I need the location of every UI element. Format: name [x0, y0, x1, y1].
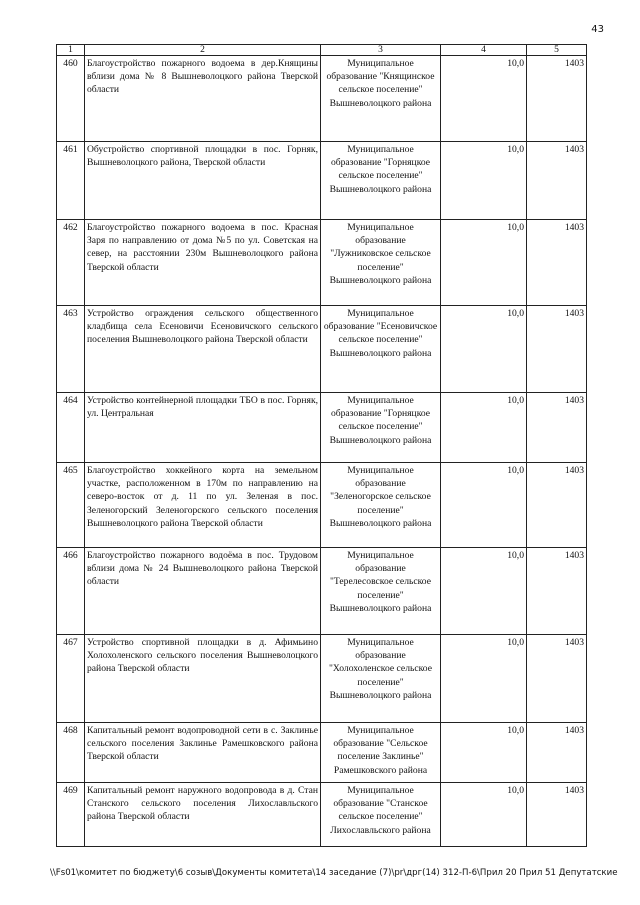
row-municipality: Муниципальное образование "Сельское поселение Заклинье" Рамешковского района — [321, 723, 441, 783]
row-municipality: Муниципальное образование "Есеновичское сельское поселение" Вышневолоцкого района — [321, 306, 441, 393]
row-municipality: Муниципальное образование "Княщинское сельское поселение" Вышневолоцкого района — [321, 56, 441, 142]
row-code: 1403 — [527, 393, 587, 463]
table-row — [57, 393, 587, 463]
row-number: 467 — [57, 635, 85, 723]
row-amount: 10,0 — [441, 548, 527, 635]
row-number: 465 — [57, 463, 85, 548]
table-row — [57, 783, 587, 847]
header-col-3: 3 — [321, 45, 441, 56]
row-amount: 10,0 — [441, 783, 527, 847]
row-description: Устройство ограждения сельского общественного кладбища села Есеновичи Есеновичского сельского поселения Вышневолоцкого района Тверской области — [85, 306, 321, 393]
appropriations-table — [56, 44, 587, 847]
row-description: Благоустройство хоккейного корта на земельном участке, расположенном в 170м по направлению на северо-восток от д. 11 по ул. Зеленая в пос. Зеленогорский Зеленогорского сельского поселения Вышневолоцкого района Тверской области — [85, 463, 321, 548]
header-col-5: 5 — [527, 45, 587, 56]
row-number: 462 — [57, 220, 85, 306]
table-row — [57, 635, 587, 723]
table-row — [57, 56, 587, 142]
row-code: 1403 — [527, 463, 587, 548]
row-number: 466 — [57, 548, 85, 635]
row-amount: 10,0 — [441, 306, 527, 393]
header-col-4: 4 — [441, 45, 527, 56]
row-code: 1403 — [527, 142, 587, 220]
row-number: 468 — [57, 723, 85, 783]
row-code: 1403 — [527, 306, 587, 393]
row-code: 1403 — [527, 723, 587, 783]
row-municipality: Муниципальное образование "Станское сельское поселение" Лихославльского района — [321, 783, 441, 847]
row-code: 1403 — [527, 548, 587, 635]
table-row — [57, 548, 587, 635]
row-code: 1403 — [527, 220, 587, 306]
row-municipality: Муниципальное образование "Горняцкое сельское поселение" Вышневолоцкого района — [321, 142, 441, 220]
row-description: Устройство контейнерной площадки ТБО в пос. Горняк, ул. Центральная — [85, 393, 321, 463]
row-municipality: Муниципальное образование "Холохоленское сельское поселение" Вышневолоцкого района — [321, 635, 441, 723]
row-number: 463 — [57, 306, 85, 393]
row-number: 464 — [57, 393, 85, 463]
row-amount: 10,0 — [441, 463, 527, 548]
row-municipality: Муниципальное образование "Горняцкое сельское поселение" Вышневолоцкого района — [321, 393, 441, 463]
row-amount: 10,0 — [441, 142, 527, 220]
row-amount: 10,0 — [441, 220, 527, 306]
row-code: 1403 — [527, 635, 587, 723]
row-amount: 10,0 — [441, 723, 527, 783]
table-row — [57, 463, 587, 548]
row-municipality: Муниципальное образование "Лужниковское сельское поселение" Вышневолоцкого района — [321, 220, 441, 306]
row-number: 469 — [57, 783, 85, 847]
table-row — [57, 142, 587, 220]
row-code: 1403 — [527, 783, 587, 847]
file-path-footer: \\Fs01\комитет по бюджету\6 созыв\Документы комитета\14 заседание (7)\pr\дрг(14) 312-П-6\Прил 20 Прил 51 Депутатские — [50, 868, 618, 878]
header-col-1: 1 — [57, 45, 85, 56]
row-municipality: Муниципальное образование "Зеленогорское сельское поселение" Вышневолоцкого района — [321, 463, 441, 548]
row-description: Благоустройство пожарного водоема в дер.Княщины вблизи дома № 8 Вышневолоцкого района Тверской области — [85, 56, 321, 142]
page-number: 43 — [591, 24, 604, 35]
table-row — [57, 220, 587, 306]
table-row — [57, 306, 587, 393]
row-municipality: Муниципальное образование "Терелесовское сельское поселение" Вышневолоцкого района — [321, 548, 441, 635]
table-row — [57, 723, 587, 783]
header-col-2: 2 — [85, 45, 321, 56]
row-description: Капитальный ремонт наружного водопровода в д. Стан Станского сельского поселения Лихославльского района Тверской области — [85, 783, 321, 847]
row-number: 460 — [57, 56, 85, 142]
row-description: Благоустройство пожарного водоема в пос. Красная Заря по направлению от дома №5 по ул. Советская на север, на расстоянии 230м Вышневолоцкого района Тверской области — [85, 220, 321, 306]
row-amount: 10,0 — [441, 635, 527, 723]
row-description: Обустройство спортивной площадки в пос. Горняк, Вышневолоцкого района, Тверской области — [85, 142, 321, 220]
row-amount: 10,0 — [441, 56, 527, 142]
row-number: 461 — [57, 142, 85, 220]
row-description: Устройство спортивной площадки в д. Афимьино Холохоленского сельского поселения Вышневолоцкого района Тверской области — [85, 635, 321, 723]
row-amount: 10,0 — [441, 393, 527, 463]
row-code: 1403 — [527, 56, 587, 142]
row-description: Капитальный ремонт водопроводной сети в с. Заклинье сельского поселения Заклинье Рамешковского района Тверской области — [85, 723, 321, 783]
row-description: Благоустройство пожарного водоёма в пос. Трудовом вблизи дома № 24 Вышневолоцкого района Тверской области — [85, 548, 321, 635]
table-header-row — [57, 45, 587, 56]
